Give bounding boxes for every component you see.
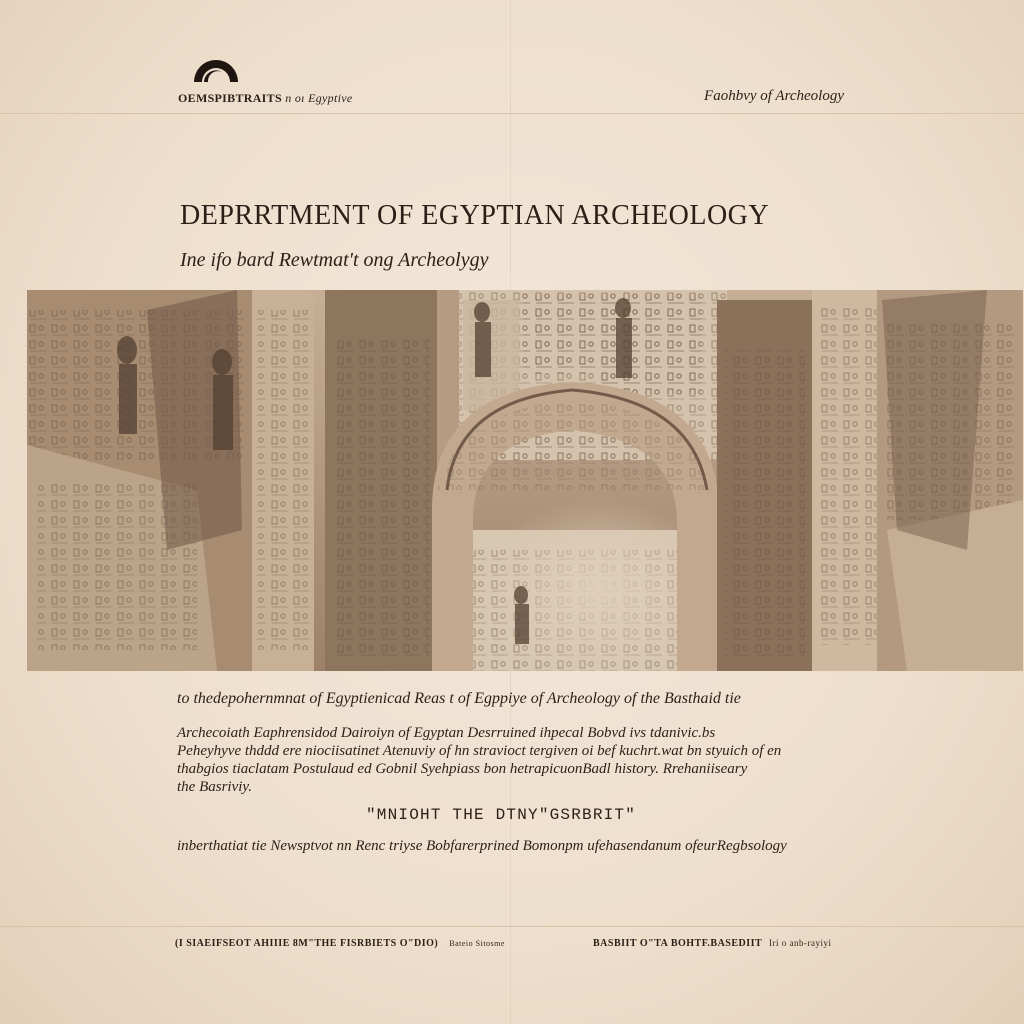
header-left-caps: OEMSPIBTRAITS <box>178 91 282 105</box>
footer-right <box>593 938 832 949</box>
header-left <box>178 91 352 106</box>
pull-quote: "MNIOHT THE DTNY"GSRBRIT" <box>366 806 637 824</box>
footer-right-text: BASBIIT O"TA BOHTF.BASEDIIT <box>593 938 763 949</box>
body-line: Peheyhyve thddd ere niociisatinet Atenuviy of hn stravioct tergiven oi bef kuchrt.wat bn styuich of en <box>177 743 782 759</box>
temple-photo <box>27 290 1023 671</box>
body-line: thabgios tiaclatam Postulaud ed Gobnil Syehpiass bon hetrapicuonBadl history. Rrehaniiseary <box>177 761 748 777</box>
crescent-logo-icon <box>192 54 240 84</box>
body-paragraph <box>177 724 847 796</box>
footer-right-small: Iri o anb-rayiyi <box>769 938 832 948</box>
body-line: the Basriviy. <box>177 779 252 795</box>
photo-caption: to thedepohernmnat of Egyptienicad Reas t of Egppiye of Archeology of the Basthaid tie <box>177 690 741 707</box>
page-title: DEPRRTMENT OF EGYPTIAN ARCHEOLOGY <box>180 200 770 231</box>
header-right: Faohbvy of Archeology <box>704 88 844 104</box>
footer-left-text: (I SIAEIFSEOT AHIIIE 8M"THE FISRBIETS O"DIO) <box>175 938 439 949</box>
body-line: Archecoiath Eaphrensidod Dairoiyn of Egyptan Desrruined ihpecal Bobvd ivs tdanivic.bs <box>177 725 716 741</box>
footer-rule <box>0 926 1024 927</box>
footer-left <box>175 938 505 949</box>
footer-left-small: Bateio Sitosme <box>449 939 505 948</box>
header-rule <box>0 113 1024 114</box>
closing-line: inberthatiat tie Newsptvot nn Renc triyse Bobfarerprined Bomonpm ufehasendanum ofeurRegbsology <box>177 838 787 854</box>
header-left-italic: n oı Egyptive <box>285 91 353 105</box>
page-subtitle: Ine ifo bard Rewtmat't ong Archeolygy <box>180 249 489 271</box>
